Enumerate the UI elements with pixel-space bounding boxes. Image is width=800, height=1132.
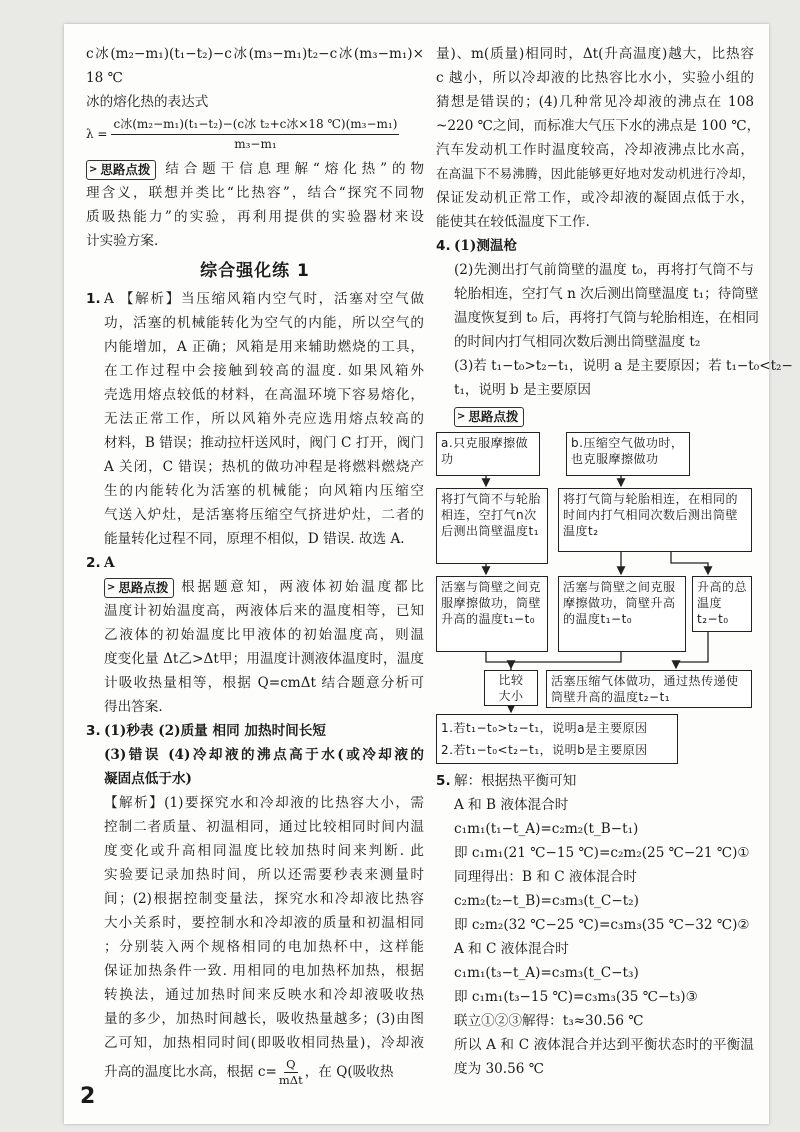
formula-line: 18 ℃	[86, 70, 123, 86]
q3-cont-line: ~220 ℃之间，而标准大气压下水的沸点是 100 ℃，	[436, 118, 761, 134]
q3-line: 量的多少，加热时间越长，吸收热量越多；(3)由图	[104, 1011, 424, 1027]
question-number: 4.	[436, 238, 451, 254]
q5-line: 5. 解：根据热平衡可知	[436, 769, 754, 793]
question-number: 2.	[86, 555, 101, 571]
arrow-total	[671, 552, 708, 574]
q4-line: (3)若 t₁−t₀>t₂−t₁，说明 a 是主要原因；若 t₁−t₀<t₂−	[454, 358, 793, 374]
q5-line: 即 c₂m₂(32 ℃−25 ℃)=c₃m₃(35 ℃−32 ℃)②	[454, 917, 750, 933]
q3-cont-line: c 越小，所以冷却液的比热容比水小，实验小组的	[436, 70, 754, 86]
q3-cont-line: 能使其在较低温度下工作.	[436, 214, 590, 230]
q3-cont-line: 汽车发动机工作时温度较高，冷却液沸点比水高，	[436, 142, 754, 158]
q3-line: 间；(2)根据控制变量法，探究水和冷却液比热容	[104, 891, 424, 907]
page-number: 2	[80, 1084, 96, 1109]
q1-line: 生的内能转化为活塞的机械能；向风箱内压缩空	[104, 483, 424, 499]
tip-badge: > 思路点拨	[86, 160, 156, 180]
q5-line: 联立①②③解得：t₃≈30.56 ℃	[454, 1013, 644, 1029]
q5-line: 即 c₁m₁(21 ℃−15 ℃)=c₂m₂(25 ℃−21 ℃)①	[454, 845, 750, 861]
tip-line: 计实验方案.	[86, 233, 159, 249]
flow-box-b-step: 将打气筒与轮胎相连，在相同的时间内打气相同次数后测出筒壁温度t₂	[558, 488, 752, 552]
q4-line: 温度恢复到 t₀ 后，再将打气筒与轮胎相连，在相同	[454, 310, 760, 326]
formula-denominator: m₃−m₁	[234, 137, 277, 151]
q5-line: c₁m₁(t₃−t_A)=c₃m₃(t_C−t₃)	[454, 965, 639, 981]
tip-line: 理含义，联想并类比“比热容”，结合“探究不同物	[86, 185, 424, 201]
flow-box-compress: 活塞压缩气体做功，通过热传递使筒壁升高的温度t₂−t₁	[546, 670, 752, 708]
q1-line: 能量转化过程不同，原理不相似，D 错误. 故选 A.	[104, 531, 405, 547]
flow-box-a: a.只克服摩擦做功	[436, 432, 540, 476]
chevron-right-icon: >	[107, 581, 116, 593]
section-title: 综合强化练 1	[200, 261, 310, 281]
question-number: 5.	[436, 773, 451, 789]
q3-cont-line: 保证发动机正常工作，或冷却液的凝固点低于水，	[436, 190, 754, 206]
q3-answer: (3)错误 (4)冷却液的沸点高于水(或冷却液的	[104, 747, 424, 763]
flow-box-total: 升高的总温度t₂−t₀	[692, 576, 752, 632]
q5-line: c₂m₂(t₂−t_B)=c₃m₃(t_C−t₂)	[454, 893, 639, 909]
q3-line: 转换法，通过加热时间来反映水和冷却液吸收热	[104, 987, 424, 1003]
q5-line: 同理得出：B 和 C 液体混合时	[454, 869, 637, 885]
arrow-compare-a	[486, 652, 511, 670]
q5-line: A 和 C 液体混合时	[454, 941, 569, 957]
q2-line: > 思路点拨 根据题意知，两液体初始温度都比	[86, 575, 424, 599]
q2-line: 温度计初始温度高，两液体后来的温度相等，已知	[104, 603, 424, 619]
q3-cont-line: 量)、m(质量)相同时，Δt(升高温度)越大，比热容	[436, 46, 754, 62]
q3-line: 保证加热条件一致. 用相同的电加热杯加热，根据	[104, 963, 424, 979]
q5-line: A 和 B 液体混合时	[454, 797, 569, 813]
flow-box-b-result: 活塞与筒壁之间克服摩擦做功，筒壁升高的温度t₁−t₀	[558, 576, 686, 652]
q3-line: 【解析】(1)要探究水和冷却液的比热容大小，需	[104, 795, 424, 811]
q2-line: 得出答案.	[104, 699, 163, 715]
flow-box-a-result: 活塞与筒壁之间克服摩擦做功，筒壁升高的温度t₁−t₀	[436, 576, 548, 652]
specific-heat-fraction: Q mΔt	[278, 1057, 303, 1087]
fusion-heat-formula	[86, 114, 424, 153]
flow-box-a-step: 将打气筒不与轮胎相连，空打气n次后测出筒壁温度t₁	[436, 488, 548, 564]
formula-line: c冰(m₂−m₁)(t₁−t₂)−c冰(m₃−m₁)t₂−c冰(m₃−m₁)×	[86, 46, 424, 62]
q2-line: 计吸收热量相等，根据 Q=cmΔt 结合题意分析可	[104, 675, 424, 691]
experiment-flowchart	[436, 432, 754, 767]
q3-line: 实验要记录加热时间，所以还需要秒表来测量时	[104, 867, 424, 883]
question-number: 1.	[86, 291, 101, 307]
q3-line: 乙可知，加热相同时间(即吸收相同热量)，冷却液	[104, 1035, 424, 1051]
q1-line: A 关闭，C 错误；热机的做功冲程是将燃料燃烧产	[104, 459, 424, 475]
q4-tip	[436, 404, 754, 428]
q1-line: 功，活塞的机械能转化为空气的内能，所以空气的	[104, 315, 424, 331]
tip-line: 质吸热能力”的实验，再利用提供的实验器材来设	[86, 209, 424, 225]
q4-line: 4. (1)测温枪	[436, 234, 754, 258]
q5-line: c₁m₁(t₁−t_A)=c₂m₂(t_B−t₁)	[454, 821, 639, 837]
q4-line: t₁，说明 b 是主要原因	[454, 382, 592, 398]
q1-line: 在工作过程中会接触到较高的温度. 如果风箱外	[104, 363, 424, 379]
question-number: 3.	[86, 723, 101, 739]
q1-line: 1. A 【解析】当压缩风箱内空气时，活塞对空气做	[86, 287, 424, 311]
q3-line: 度变化或升高相同温度比较加热时间来判断. 此	[104, 843, 424, 859]
q4-line: (2)先测出打气前筒壁的温度 t₀，再将打气筒不与	[454, 262, 754, 278]
q4-line: 的时间内打气相同次数后测出筒壁温度 t₂	[454, 334, 701, 350]
q1-line: 材料，B 错误；推动拉杆送风时，阀门 C 打开，阀门	[104, 435, 424, 451]
formula-lhs: λ =	[86, 126, 108, 141]
answer-page	[64, 24, 793, 1124]
q5-line: 即 c₁m₁(t₃−15 ℃)=c₃m₃(35 ℃−t₃)③	[454, 989, 698, 1005]
arrow-compare-b	[511, 652, 621, 662]
q2-answer: 2. A	[86, 551, 424, 575]
q1-line: 内能增加，A 正确；风箱是用来辅助燃烧的工具，	[104, 339, 424, 355]
q3-answer: 3. (1)秒表 (2)质量 相同 加热时间长短	[86, 719, 424, 743]
text-line: 冰的熔化热的表达式	[86, 94, 209, 110]
q1-line: 壳选用熔点较低的材料，在高温环境下容易熔化，	[104, 387, 424, 403]
q3-line: 大小关系时，要控制水和冷却液的质量和初温相同	[104, 915, 424, 931]
q2-line: 度变化量 Δt乙>Δt甲；用温度计测液体温度时，温度	[104, 651, 424, 667]
right-column	[436, 42, 793, 1081]
flow-box-compare: 比较 大小	[484, 670, 538, 706]
flow-box-b: b.压缩空气做功时，也克服摩擦做功	[566, 432, 690, 476]
left-column	[86, 42, 424, 1089]
q3-cont-line: 在高温下不易沸腾，因此能够更好地对发动机进行冷却，	[436, 166, 754, 181]
chevron-right-icon: >	[89, 163, 98, 175]
q4-line: 轮胎相连，空打气 n 次后测出筒壁温度 t₁；待筒壁	[454, 286, 759, 302]
q2-line: 乙液体的初始温度比甲液体的初始温度高，则温	[104, 627, 424, 643]
q3-line: 升高的温度比水高，根据 c= Q mΔt ，在 Q(吸收热	[104, 1057, 394, 1087]
tip-badge: > 思路点拨	[104, 578, 174, 598]
q3-cont-line: 猜想是错误的；(4)几种常见冷却液的沸点在 108	[436, 94, 754, 110]
q5-line: 所以 A 和 C 液体混合并达到平衡状态时的平衡温	[454, 1037, 754, 1053]
tip-badge: > 思路点拨	[454, 407, 524, 427]
q1-line: 无法正常工作，所以风箱外壳应选用熔点较高的	[104, 411, 424, 427]
q3-line: 控制二者质量、初温相同，通过比较相同时间内温	[104, 819, 424, 835]
tip-line: > 思路点拨 结合题干信息理解“熔化热”的物	[86, 157, 424, 181]
q5-line: 度为 30.56 ℃	[454, 1061, 544, 1077]
q3-answer: 凝固点低于水)	[104, 771, 192, 787]
chevron-right-icon: >	[457, 410, 466, 422]
formula-numerator: c冰(m₂−m₁)(t₁−t₂)−(c冰 t₂+c冰×18 ℃)(m₃−m₁)	[111, 114, 399, 135]
q1-line: 气送入炉灶，是活塞将压缩空气挤进炉灶，二者的	[104, 507, 424, 523]
q3-line: ；分别装入两个规格相同的电加热杯中，这样能	[104, 939, 424, 955]
flow-box-conclusion: 1.若t₁−t₀>t₂−t₁，说明a是主要原因 2.若t₁−t₀<t₂−t₁，说明b是主要原因	[436, 714, 678, 764]
